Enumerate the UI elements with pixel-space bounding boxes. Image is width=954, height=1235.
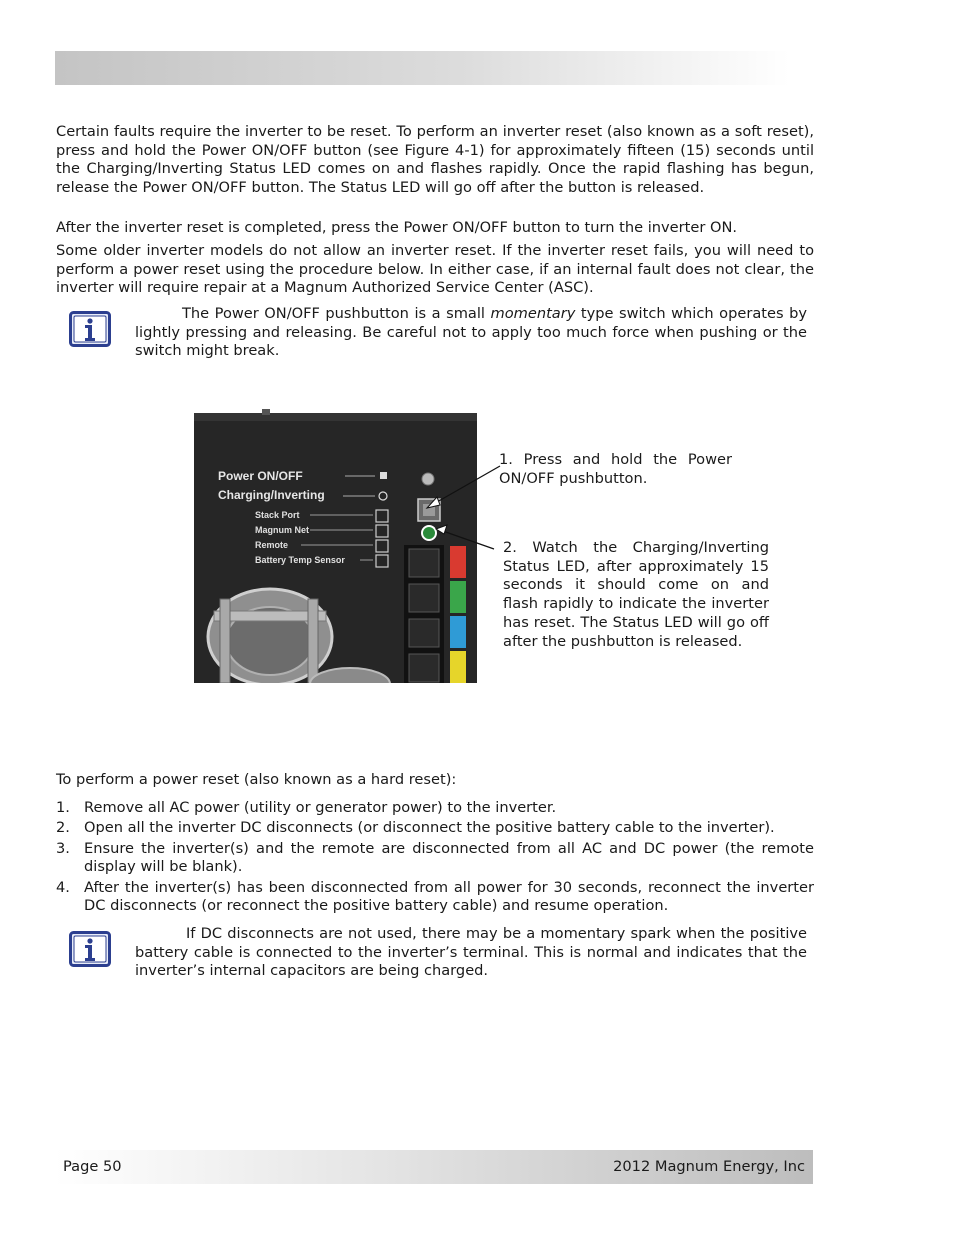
paragraph-soft-reset: Certain faults require the inverter to be reset. To perform an inverter reset (also known as a soft reset), press and hold the Power ON/OFF button (see Figure 4-1) for approximately fifteen (15) seconds until the Charging/Inverting Status LED comes on and flashes rapidly. Once the rapid flashing has begun, release the Power ON/OFF button. The Status LED will go off after the button is released. (56, 123, 814, 197)
info-icon (69, 931, 111, 967)
panel-label-power: Power ON/OFF (218, 469, 303, 483)
port-color-yellow (450, 651, 466, 683)
callout-2: 2. Watch the Charging/Inverting Status LED, after approximately 15 seconds it should come on and flash rapidly to indicate the inverter has reset. The Status LED will go off after the pushbutton is released. (503, 539, 769, 650)
panel-label-bts: Battery Temp Sensor (255, 555, 345, 565)
panel-label-charging: Charging/Inverting (218, 488, 325, 502)
note-pushbutton: The Power ON/OFF pushbutton is a small momentary type switch which operates by lightly pressing and releasing. Be careful not to apply too much force when pushing or the switch might break. (135, 305, 807, 360)
list-item: 1. Remove all AC power (utility or generator power) to the inverter. (56, 799, 557, 816)
panel-label-remote: Remote (255, 540, 289, 550)
header-bar (55, 51, 790, 85)
footer-company: 2012 Magnum Energy, Inc (613, 1158, 805, 1175)
power-reset-intro: To perform a power reset (also known as a hard reset): (56, 771, 457, 788)
list-item: 4. After the inverter(s) has been disconnected from all power for 30 seconds, reconnect the inverter DC disconnects (or reconnect the positive battery cable) and resume operation. (56, 878, 814, 915)
list-item: 3. Ensure the inverter(s) and the remote are disconnected from all AC and DC power (the remote display will be blank). (56, 839, 814, 876)
callout-1: 1. Press and hold the Power ON/OFF pushbutton. (499, 451, 732, 487)
power-reset-steps (56, 799, 814, 918)
paragraph-after-reset: After the inverter reset is completed, press the Power ON/OFF button to turn the inverter ON. (56, 219, 738, 236)
panel-label-net: Magnum Net (255, 525, 309, 535)
info-icon (69, 311, 111, 347)
footer-bar (55, 1150, 813, 1184)
port-color-blue (450, 616, 466, 648)
note-dc-disconnect: If DC disconnects are not used, there may be a momentary spark when the positive battery cable is connected to the inverter’s terminal. This is normal and indicates that the inverter’s internal capacitors are being charged. (135, 925, 807, 980)
callout-arrows (400, 460, 510, 570)
port-color-green (450, 581, 466, 613)
paragraph-older-models: Some older inverter models do not allow an inverter reset. If the inverter reset fails, you will need to perform a power reset using the procedure below. In either case, if an internal fault does not clear, the inverter will require repair at a Magnum Authorized Service Center (ASC). (56, 242, 814, 297)
panel-label-stack: Stack Port (255, 510, 300, 520)
page-number: Page 50 (63, 1158, 122, 1175)
list-item: 2. Open all the inverter DC disconnects (or disconnect the positive battery cable to the inverter). (56, 819, 775, 837)
